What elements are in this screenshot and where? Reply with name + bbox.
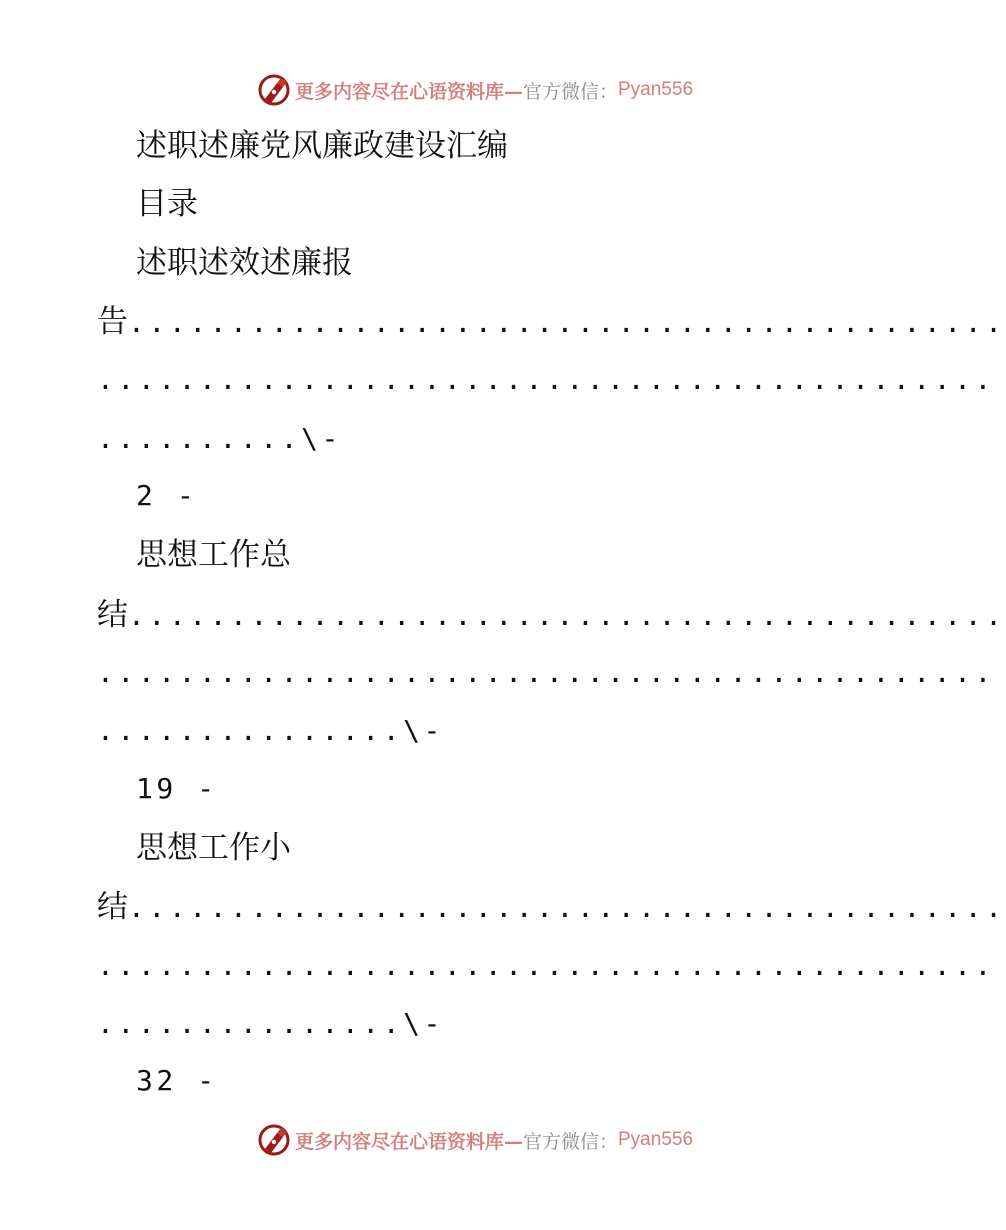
toc-dot-leader-end: ...............\- [97, 714, 444, 747]
toc-dot-leader: ............................................ [97, 949, 995, 982]
toc-dot-leader: ........................................... [128, 599, 1006, 632]
toc-entry-title: 述职述效述廉报 [136, 245, 353, 281]
pen-logo-icon [257, 73, 291, 107]
toc-leader-line [97, 302, 1006, 342]
toc-dot-leader: ........................................... [128, 306, 1006, 339]
watermark-site-text: 更多内容尽在心语资料库— [294, 1130, 523, 1153]
toc-heading: 目录 [136, 186, 198, 222]
toc-entry-page: 19 - [136, 772, 218, 805]
watermark-wechat-id: Pyan556 [618, 1129, 694, 1150]
toc-dot-leader: ............................................ [97, 363, 995, 396]
watermark-wechat-id: Pyan556 [618, 79, 694, 100]
toc-entry-lead-char: 结 [97, 889, 128, 925]
watermark-footer [0, 1120, 950, 1160]
toc-dot-leader: ........................................... [128, 891, 1006, 924]
toc-entry-page: 2 - [136, 479, 198, 512]
toc-entry-title: 思想工作小 [136, 830, 291, 866]
toc-leader-line [97, 595, 1006, 635]
watermark-wechat-label: 官方微信： [522, 1130, 618, 1153]
toc-dot-leader-end: ..........\- [97, 422, 342, 455]
toc-dot-leader-end: ...............\- [97, 1007, 444, 1040]
toc-entry-title: 思想工作总 [136, 537, 291, 573]
watermark-header [0, 70, 950, 110]
toc-entry-page: 32 - [136, 1064, 218, 1097]
watermark-site-text: 更多内容尽在心语资料库— [294, 80, 523, 103]
pen-logo-icon [257, 1123, 291, 1157]
toc-dot-leader: ............................................ [97, 656, 995, 689]
toc-entry-lead-char: 告 [97, 304, 128, 340]
document-title: 述职述廉党风廉政建设汇编 [136, 128, 508, 164]
watermark-wechat-label: 官方微信： [522, 80, 618, 103]
toc-entry-lead-char: 结 [97, 597, 128, 633]
toc-leader-line [97, 887, 1006, 927]
